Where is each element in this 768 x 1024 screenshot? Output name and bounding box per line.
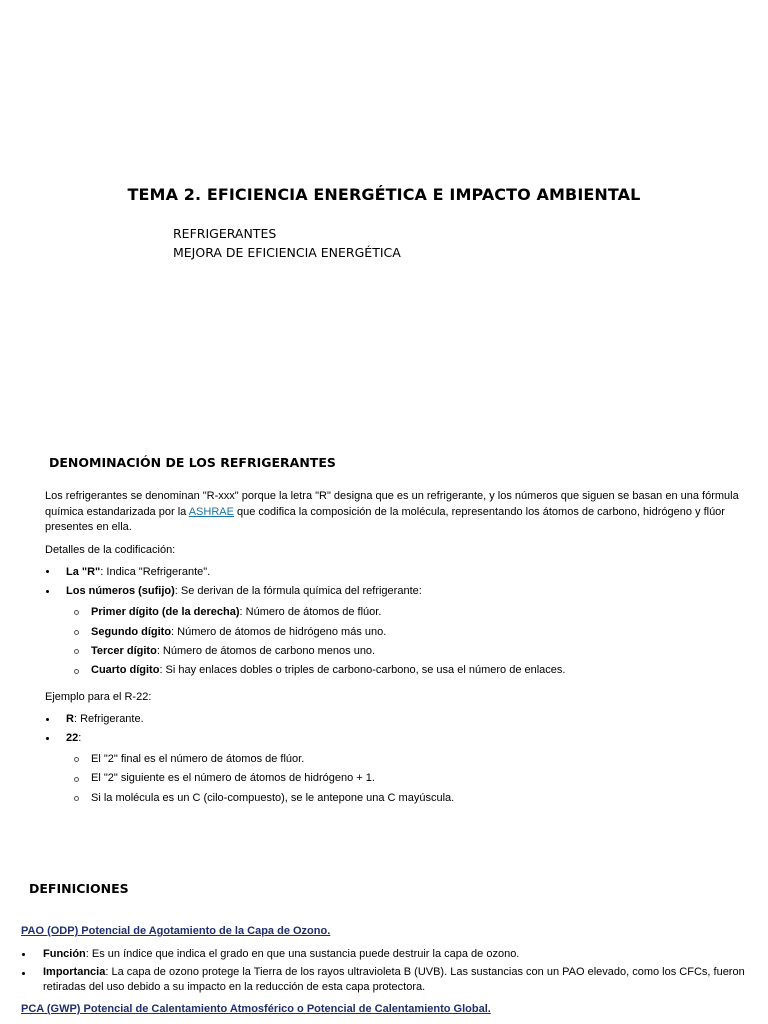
sub-list-item: El "2" siguiente es el número de átomos de hidrógeno + 1. bbox=[91, 772, 375, 784]
bullet-circle-icon bbox=[74, 796, 79, 801]
sub-list-item bbox=[91, 663, 565, 677]
sub-list-item bbox=[91, 625, 386, 639]
list-item-bold: Primer dígito (de la derecha) bbox=[91, 606, 240, 618]
list-item-text: : La capa de ozono protege la Tierra de los rayos ultravioleta B (UVB). Las sustancias con un PAO elevado, como los CFCs, fueron retiradas del uso debido a su impacto en la reducción de esta capa protectora. bbox=[43, 966, 745, 993]
list-item-bold: Segundo dígito bbox=[91, 626, 172, 638]
list-item-text: : Refrigerante. bbox=[73, 713, 144, 725]
list-item-bold: Importancia bbox=[43, 966, 106, 978]
list-item-bold: 22 bbox=[66, 732, 79, 744]
list-item-bold: La "R" bbox=[66, 566, 101, 578]
document-title: TEMA 2. EFICIENCIA ENERGÉTICA E IMPACTO AMBIENTAL bbox=[127, 185, 641, 204]
list-item bbox=[66, 712, 144, 726]
list-item bbox=[66, 731, 81, 745]
sub-list-item bbox=[91, 605, 381, 619]
example-label: Ejemplo para el R-22: bbox=[45, 691, 152, 703]
list-item-text: : Número de átomos de flúor. bbox=[239, 606, 382, 618]
pca-heading-link[interactable]: PCA (GWP) Potencial de Calentamiento Atmosférico o Potencial de Calentamiento Global. bbox=[21, 1003, 491, 1015]
bullet-dot-icon bbox=[46, 590, 49, 593]
bullet-circle-icon bbox=[74, 610, 79, 615]
bullet-circle-icon bbox=[74, 649, 79, 654]
list-item-bold: R bbox=[66, 713, 74, 725]
list-item-text: : Número de átomos de carbono menos uno. bbox=[156, 645, 376, 657]
intro-text-before: Los refrigerantes se denominan "R-xxx" porque la letra "R" designa que es un refrigerante, y los números que siguen se basan en una fórmula química estandarizada por la bbox=[45, 490, 739, 518]
list-item-text: : Es un índice que indica el grado en que una sustancia puede destruir la capa de ozono. bbox=[85, 948, 520, 960]
list-item bbox=[43, 965, 758, 995]
bullet-circle-icon bbox=[74, 757, 79, 762]
sub-list-item bbox=[91, 644, 375, 658]
list-item-bold: Tercer dígito bbox=[91, 645, 157, 657]
bullet-dot-icon bbox=[46, 570, 49, 573]
bullet-circle-icon bbox=[74, 669, 79, 674]
section-heading-denominacion: DENOMINACIÓN DE LOS REFRIGERANTES bbox=[49, 455, 336, 470]
details-label: Detalles de la codificación: bbox=[45, 544, 176, 556]
list-item-text: : Indica "Refrigerante". bbox=[100, 566, 211, 578]
list-item-text: : Número de átomos de hidrógeno más uno. bbox=[171, 626, 387, 638]
ashrae-link[interactable]: ASHRAE bbox=[188, 505, 234, 518]
subtopic-item: MEJORA DE EFICIENCIA ENERGÉTICA bbox=[173, 245, 401, 260]
bullet-circle-icon bbox=[74, 777, 79, 782]
list-item-text: : Se derivan de la fórmula química del refrigerante: bbox=[174, 585, 422, 597]
list-item bbox=[43, 947, 519, 961]
bullet-circle-icon bbox=[74, 630, 79, 635]
section-heading-definiciones: DEFINICIONES bbox=[29, 881, 129, 896]
list-item-bold: Cuarto dígito bbox=[91, 664, 160, 676]
subtopic-list bbox=[173, 224, 401, 262]
list-item bbox=[66, 565, 210, 579]
list-item-bold: Los números (sufijo) bbox=[66, 585, 175, 597]
list-item-text: : bbox=[78, 732, 82, 744]
sub-list-item: El "2" final es el número de átomos de flúor. bbox=[91, 753, 305, 765]
list-item-bold: Función bbox=[43, 948, 86, 960]
bullet-dot-icon bbox=[46, 718, 49, 721]
bullet-dot-icon bbox=[22, 972, 25, 975]
list-item bbox=[66, 584, 422, 598]
intro-paragraph bbox=[45, 489, 760, 536]
list-item-text: : Si hay enlaces dobles o triples de carbono-carbono, se usa el número de enlaces. bbox=[159, 664, 566, 676]
intro-text-after: que codifica la composición de la molécula, representando los átomos de carbono, hidrógeno y flúor presentes en ella. bbox=[45, 505, 725, 533]
subtopic-item: REFRIGERANTES bbox=[173, 226, 277, 241]
bullet-dot-icon bbox=[46, 737, 49, 740]
bullet-dot-icon bbox=[22, 953, 25, 956]
sub-list-item: Si la molécula es un C (cilo-compuesto), se le antepone una C mayúscula. bbox=[91, 792, 455, 804]
pao-heading-link[interactable]: PAO (ODP) Potencial de Agotamiento de la Capa de Ozono. bbox=[21, 925, 331, 937]
